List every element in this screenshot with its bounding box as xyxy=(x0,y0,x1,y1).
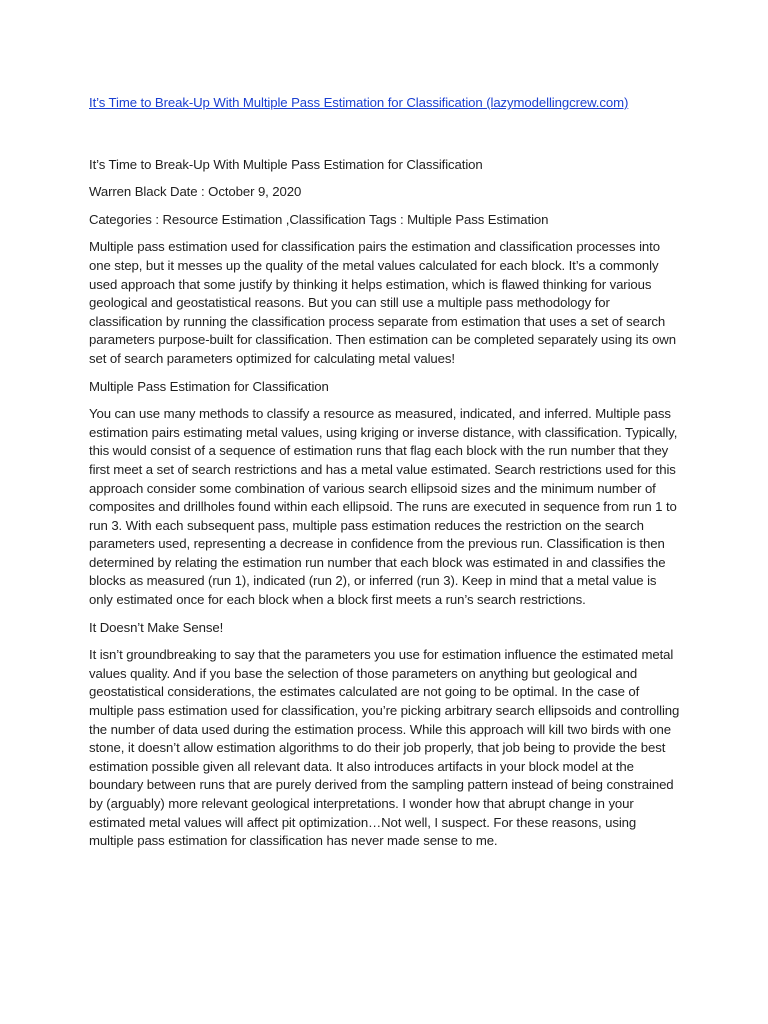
author-date: Warren Black Date : October 9, 2020 xyxy=(89,184,302,200)
article-title: It’s Time to Break-Up With Multiple Pass Estimation for Classification xyxy=(89,156,483,172)
section-heading-no-sense: It Doesn’t Make Sense! xyxy=(89,619,224,635)
paragraph-conclusion: It isn’t groundbreaking to say that the parameters you use for estimation influence the estimated metal values quality. And if you base the selection of those parameters on anything but geological and geostatistical considerations, the estimates calculated are not going to be optimal. In the case of multiple pass estimation used for classification, you’re picking arbitrary search ellipsoids and controlling the number of data used during the estimation process. While this approach will kill two birds with one stone, it doesn’t allow estimation algorithms to do their job properly, that job being to provide the best estimation possible given all relevant data. It also introduces artifacts in your block model at the boundary between runs that are purely derived from the sampling pattern instead of being constrained by (arguably) more relevant geological interpretations. I wonder how that abrupt change in your estimated metal values will affect pit optimization…Not well, I suspect. For these reasons, using multiple pass estimation for classification has never made sense to me. xyxy=(89,647,680,849)
paragraph-intro: Multiple pass estimation used for classification pairs the estimation and classification processes into one step, but it messes up the quality of the metal values calculated for each block. It’s a commonly used approach that some justify by thinking it helps estimation, which is flawed thinking for various geological and geostatistical reasons. But you can still use a multiple pass methodology for classification by running the classification process separate from estimation that uses a set of search parameters purpose-built for classification. Then estimation can be completed separately using its own set of search parameters optimized for calculating metal values! xyxy=(89,239,676,366)
source-link[interactable]: It’s Time to Break-Up With Multiple Pass Estimation for Classification (lazymodellingcrew.com) xyxy=(89,95,629,110)
section-heading-classification: Multiple Pass Estimation for Classification xyxy=(89,378,329,394)
paragraph-methods: You can use many methods to classify a resource as measured, indicated, and inferred. Multiple pass estimation pairs estimating metal values, using kriging or inverse distance, with classification. Typically, this would consist of a sequence of estimation runs that flag each block with the run number that they first meet a set of search restrictions and has a metal value estimated. Search restrictions used for this approach consider some combination of various search ellipsoid sizes and the minimum number of composites and drillholes found within each ellipsoid. The runs are executed in sequence from run 1 to run 3. With each subsequent pass, multiple pass estimation reduces the restriction on the search parameters used, representing a decrease in confidence from the previous run. Classification is then determined by relating the estimation run number that each block was estimated in and classifies the blocks as measured (run 1), indicated (run 2), or inferred (run 3). Keep in mind that a metal value is only estimated once for each block when a block first meets a run’s search restrictions. xyxy=(89,406,678,608)
categories-tags: Categories : Resource Estimation ,Classification Tags : Multiple Pass Estimation xyxy=(89,211,549,227)
